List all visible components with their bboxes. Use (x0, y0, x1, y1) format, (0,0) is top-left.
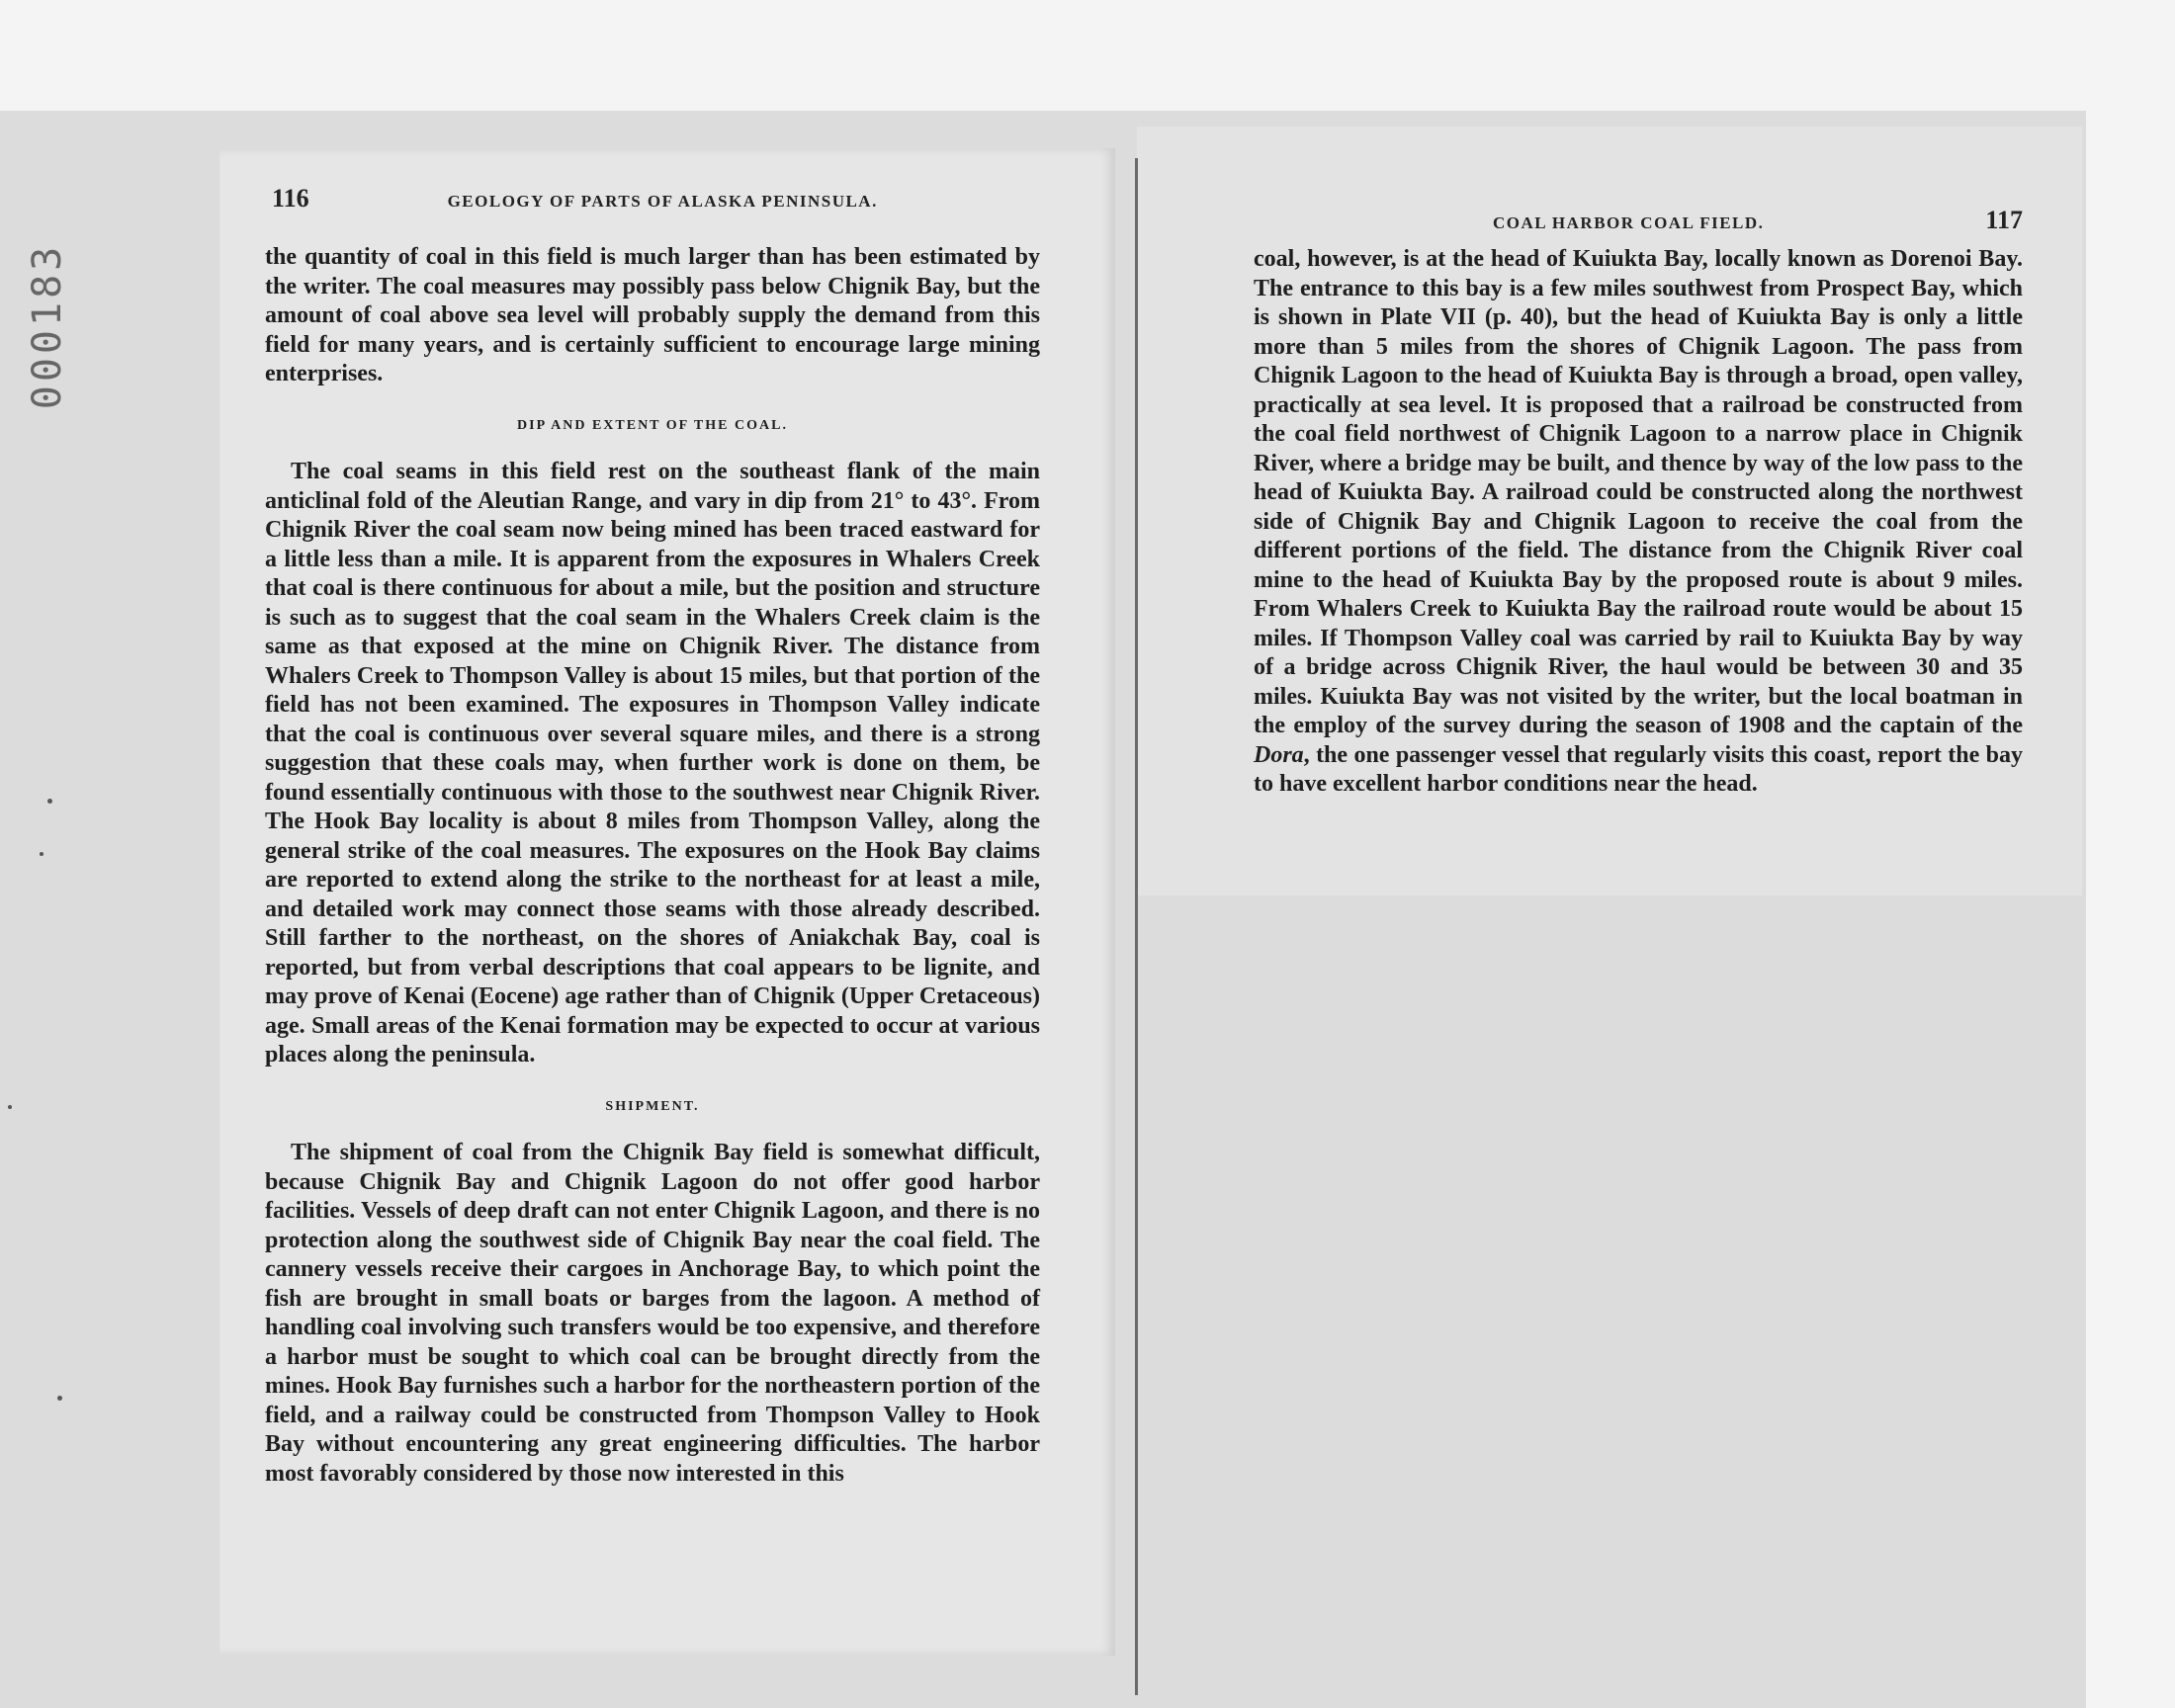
paragraph-shipment: The shipment of coal from the Chignik Bay field is somewhat difficult, because Chignik Bay and Chignik Lagoon do not offer good harbor facilities. Vessels of deep draft can not enter Chignik Lagoon, and there is no protection along the southwest side of Chignik Bay near the coal field. The cannery vessels receive their cargoes in Anchorage Bay, to which point the fish are brought in small boats or barges from the lagoon. A method of handling coal involving such transfers would be too expensive, and therefore a harbor must be sought to which coal can be brought directly from the mines. Hook Bay furnishes such a harbor for the northeastern portion of the field, and a railway could be constructed from Thompson Valley to Hook Bay without encountering any great engineering difficulties. The harbor most favorably considered by those now interested in this (265, 1140, 1040, 1487)
archive-stamp-number: 000183 (25, 242, 70, 410)
scan-speck (40, 852, 44, 856)
right-text-column (1254, 245, 2023, 800)
continued-paragraph: the quantity of coal in this field is much larger than has been estimated by the writer. The coal measures may possibly pass below Chignik Bay, but the amount of coal above sea level will probably supply the demand from this field for many years, and is certainly sufficient to encourage large mining enterprises. (265, 244, 1040, 386)
paragraph-dip-extent: The coal seams in this field rest on the southeast flank of the main anticlinal fold of the Aleutian Range, and vary in dip from 21° to 43°. From Chignik River the coal seam now being mined has been traced eastward for a little less than a mile. It is apparent from the exposures in Whalers Creek that coal is there continuous for about a mile, but the position and structure is such as to suggest that the coal seam in the Whalers Creek claim is the same as that exposed at the mine on Chignik River. The distance from Whalers Creek to Thompson Valley is about 15 miles, but that portion of the field has not been examined. The exposures in Thompson Valley indicate that the coal is continuous over several square miles, and there is a strong suggestion that these coals may, when further work is done on them, be found essentially continuous with those to the southwest near Chignik River. The Hook Bay locality is about 8 miles from Thompson Valley, along the general strike of the coal measures. The exposures on the Hook Bay claims are reported to extend along the strike to the northeast for at least a mile, and detailed work may connect those seams with those already described. Still farther to the northeast, on the shores of Aniakchak Bay, coal is reported, but from verbal descriptions that coal appears to be lignite, and may prove of Kenai (Eocene) age rather than of Chignik (Upper Cretaceous) age. Small areas of the Kenai formation may be expected to occur at various places along the peninsula. (265, 459, 1040, 1068)
scan-speck (57, 1396, 62, 1401)
harbor-text-part-1: coal, however, is at the head of Kuiukta Bay, locally known as Dorenoi Bay. The entrance to this bay is a few miles southwest from Prospect Bay, which is shown in Plate VII (p. 40), but the head of Kuiukta Bay is only a little more than 5 miles from the shores of Chignik Lagoon. The pass from Chignik Lagoon to the head of Kuiukta Bay is through a broad, open valley, practically at sea level. It is proposed that a railroad be constructed from the coal field northwest of Chignik Lagoon to a narrow place in Chignik River, where a bridge may be built, and thence by way of the low pass to the head of Kuiukta Bay. A railroad could be constructed along the northwest side of Chignik Bay and Chignik Lagoon to receive the coal from the different portions of the field. The distance from the Chignik River coal mine to the head of Kuiukta Bay by the proposed route is about 9 miles. From Whalers Creek to Kuiukta Bay the railroad route would be about 15 miles. If Thompson Valley coal was carried by rail to Kuiukta Bay by way of a bridge across Chignik River, the haul would be between 30 and 35 miles. Kuiukta Bay was not visited by the writer, but the local boatman in the employ of the survey during the season of 1908 and the captain of the (1254, 246, 2023, 738)
scan-speck (8, 1105, 12, 1109)
scan-speck (47, 799, 52, 804)
vessel-name: Dora (1254, 741, 1304, 768)
left-text-column (265, 243, 1040, 1489)
page-number-right: 117 (1985, 206, 2023, 234)
right-running-head (1493, 206, 2023, 235)
section-heading-shipment: SHIPMENT. (605, 1098, 700, 1114)
harbor-text-part-2: , the one passenger vessel that regularly visits this coast, report the bay to have excellent harbor conditions near the head. (1254, 741, 2023, 797)
running-title-right: COAL HARBOR COAL FIELD. (1493, 214, 1765, 232)
paragraph-harbor (1254, 245, 2023, 800)
page-number-left: 116 (272, 184, 309, 213)
page-gutter (1135, 158, 1138, 1695)
running-title-left: GEOLOGY OF PARTS OF ALASKA PENINSULA. (447, 192, 878, 211)
section-heading-dip: DIP AND EXTENT OF THE COAL. (517, 417, 788, 433)
left-running-head (272, 184, 1043, 214)
